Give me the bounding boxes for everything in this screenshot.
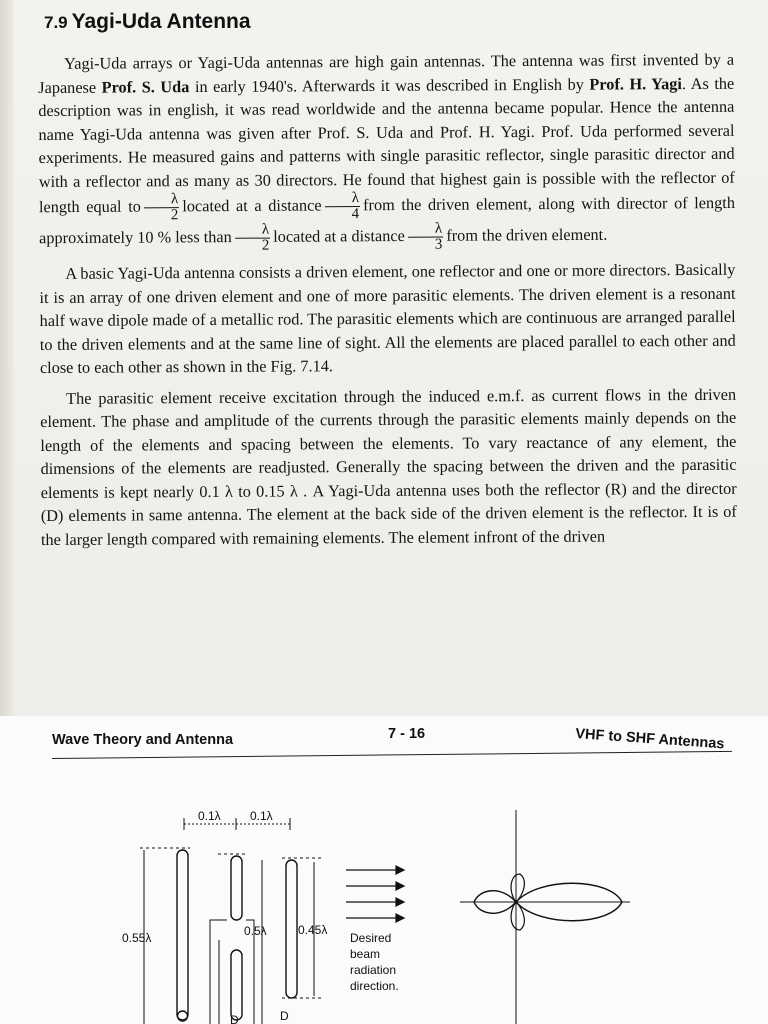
body-text <box>38 48 737 558</box>
fraction-lambda-over-3: $\frac{\lambda}{3}$ <box>408 222 444 253</box>
page-number: 7 - 16 <box>388 726 426 742</box>
page-footer <box>52 726 732 753</box>
p1-text-g: from the driven element, along with director of length approximately 10 % less than <box>39 192 735 248</box>
book-title: Wave Theory and Antenna <box>52 732 234 748</box>
fraction-lambda-over-4: $\frac{\lambda}{4}$ <box>325 191 361 222</box>
chapter-title: VHF to SHF Antennas <box>574 726 725 753</box>
fraction-lambda-over-2-b: $\frac{\lambda}{2}$ <box>235 223 271 254</box>
caption-line-4: direction. <box>350 979 399 993</box>
paragraph-3: The parasitic element receive excitation through the induced e.m.f. as current flows in the driven element. The phase and amplitude of the currents through the parasitic elements mainly depends on the length of the elements and spacing between the elements. To vary reactance of any element, the dimensions of the elements are readjusted. Generally the spacing between the driven and the parasitic elements is kept nearly 0.1 λ to 0.15 λ . A Yagi-Uda antenna uses both the reflector (R) and the director (D) elements in same antenna. The element at the back side of the driven element is the reflector. It is of the larger length compared with remaining elements. The element infront of the driven <box>40 384 737 549</box>
director-label: D <box>280 1009 289 1023</box>
page-margin-shadow <box>0 0 14 716</box>
p1-text-f: located at a distance <box>182 195 322 216</box>
reflector-length-label: 0.55λ <box>122 931 152 945</box>
p1-text-a: Yagi-Uda arrays or Yagi-Uda antennas are high gain antennas. The antenna was first invented by a Japanese <box>38 49 735 97</box>
spacing-left-label: 0.1λ <box>198 809 221 823</box>
driven-label: D <box>230 1013 239 1024</box>
p1-text-i: from the driven element. <box>446 224 608 245</box>
p1-name-yagi: Prof. H. Yagi <box>589 73 682 94</box>
direction-arrows <box>346 866 404 922</box>
p1-text-h: located at a distance <box>273 225 405 246</box>
p1-text-e: . As the description was in english, it was read worldwide and the antenna became popular. Hence the antenna name Yagi-Uda antenna was given after Prof. S. Uda and Prof. H. Yagi. Prof. Uda performed several experiments. He measured gains and patterns with single parasitic reflector, single parasitic director and with a reflector and as many as 30 directors. He found that highest gain is possible with the reflector of length equal to <box>38 73 735 217</box>
section-title: Yagi-Uda Antenna <box>71 10 251 33</box>
caption-line-1: Desired <box>350 931 392 945</box>
p1-name-uda: Prof. S. Uda <box>101 76 190 97</box>
driven-element <box>210 854 262 1024</box>
paragraph-1 <box>38 48 735 255</box>
director-length-label: 0.45λ <box>298 923 328 937</box>
yagi-uda-figure <box>110 800 750 1024</box>
fraction-lambda-over-2: $\frac{\lambda}{2}$ <box>144 192 180 223</box>
paragraph-2: A basic Yagi-Uda antenna consists a driven element, one reflector and one or more directors. Basically it is an array of one driven element and one of more parasitic elements. The driven element is a resonant half wave dipole made of a metallic rod. The parasitic elements which are continuous are arranged parallel to the driven elements and at the same line of sight. All the elements are placed parallel to each other and close to each other as shown in the Fig. 7.14. <box>39 259 736 377</box>
section-number: 7.9 <box>44 13 68 32</box>
driven-length-label: 0.5λ <box>244 924 267 938</box>
section-heading <box>44 10 251 34</box>
radiation-pattern <box>460 810 630 1024</box>
caption-line-3: radiation <box>350 963 397 977</box>
spacing-right-label: 0.1λ <box>250 809 273 823</box>
caption-line-2: beam <box>350 947 381 961</box>
p1-text-c: in early 1940's. Afterwards it was described in English by <box>189 74 590 96</box>
yagi-uda-diagram <box>110 800 750 1024</box>
